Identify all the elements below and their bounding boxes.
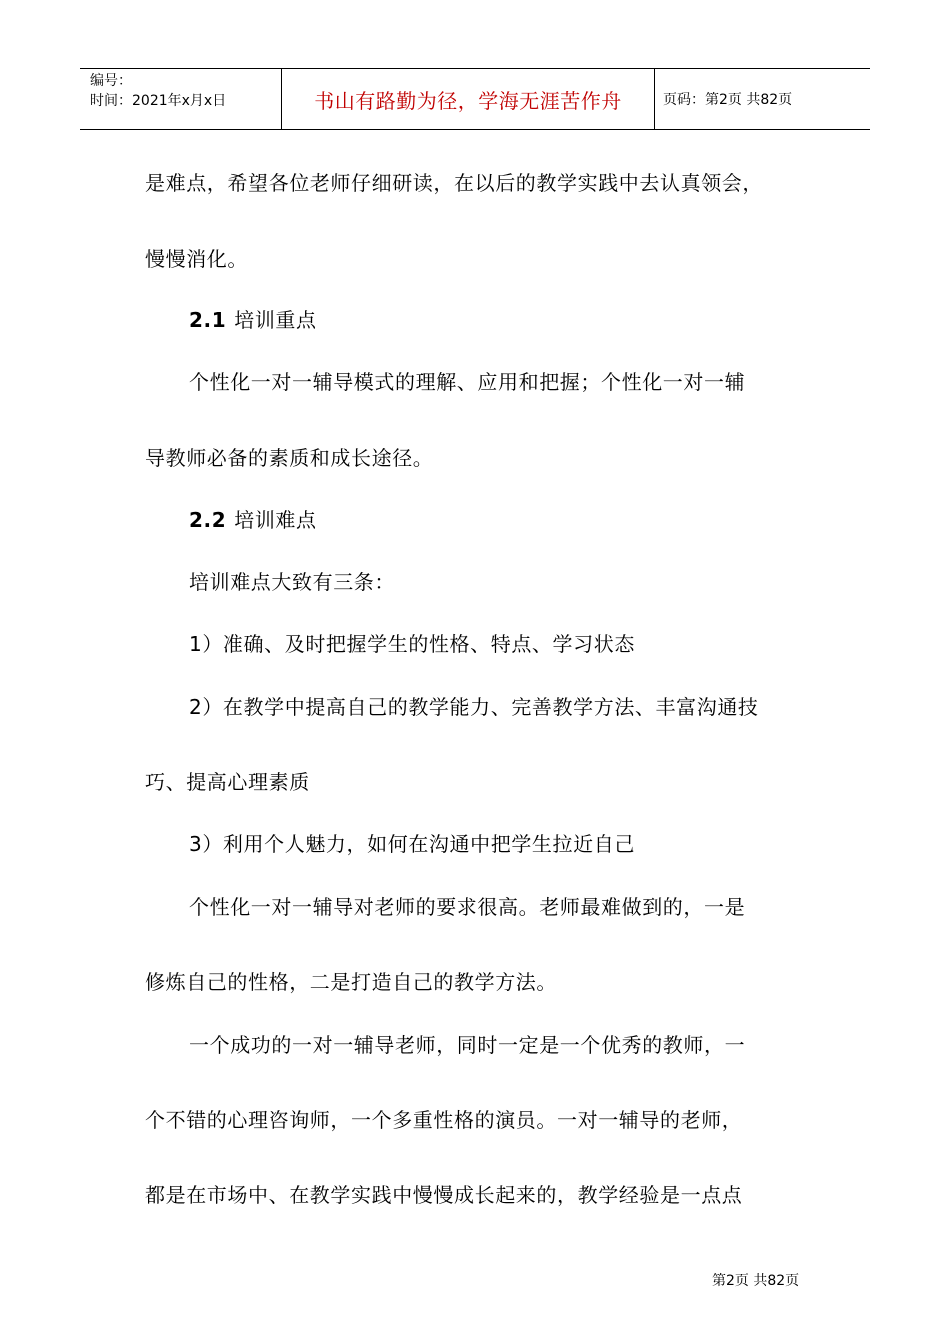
date-label: 时间：2021年x月x日 — [90, 93, 227, 109]
paragraph-line: 都是在市场中、在教学实践中慢慢成长起来的，教学经验是一点点 — [145, 1183, 743, 1207]
paragraph-line: 修炼自己的性格，二是打造自己的教学方法。 — [145, 970, 557, 994]
section-title: 培训难点 — [234, 508, 317, 532]
paragraph-line: 个不错的心理咨询师，一个多重性格的演员。一对一辅导的老师， — [145, 1108, 743, 1132]
header-meta — [90, 71, 226, 111]
paragraph-line: 慢慢消化。 — [145, 247, 248, 271]
paragraph-line: 是难点，希望各位老师仔细研读，在以后的教学实践中去认真领会， — [145, 171, 763, 195]
list-item: 1）准确、及时把握学生的性格、特点、学习状态 — [189, 632, 635, 656]
serial-label: 编号： — [90, 73, 132, 89]
page-header — [80, 68, 870, 130]
section-heading-2-2 — [189, 506, 317, 534]
paragraph-line: 培训难点大致有三条： — [189, 570, 395, 594]
page-footer: 第2页 共82页 — [712, 1273, 800, 1289]
paragraph-line: 个性化一对一辅导模式的理解、应用和把握；个性化一对一辅 — [189, 370, 746, 394]
section-number: 2.1 — [189, 308, 227, 332]
list-item: 2）在教学中提高自己的教学能力、完善教学方法、丰富沟通技 — [189, 695, 759, 719]
header-divider — [654, 69, 655, 129]
section-title: 培训重点 — [234, 308, 317, 332]
section-heading-2-1 — [189, 306, 317, 334]
section-number: 2.2 — [189, 508, 227, 532]
list-item-continuation: 巧、提高心理素质 — [145, 770, 310, 794]
paragraph-line: 一个成功的一对一辅导老师，同时一定是一个优秀的教师，一 — [189, 1033, 746, 1057]
header-page-info: 页码：第2页 共82页 — [663, 92, 793, 108]
paragraph-line: 个性化一对一辅导对老师的要求很高。老师最难做到的，一是 — [189, 895, 746, 919]
paragraph-line: 导教师必备的素质和成长途径。 — [145, 446, 434, 470]
header-motto: 书山有路勤为径，学海无涯苦作舟 — [314, 88, 622, 113]
list-item: 3）利用个人魅力，如何在沟通中把学生拉近自己 — [189, 832, 635, 856]
